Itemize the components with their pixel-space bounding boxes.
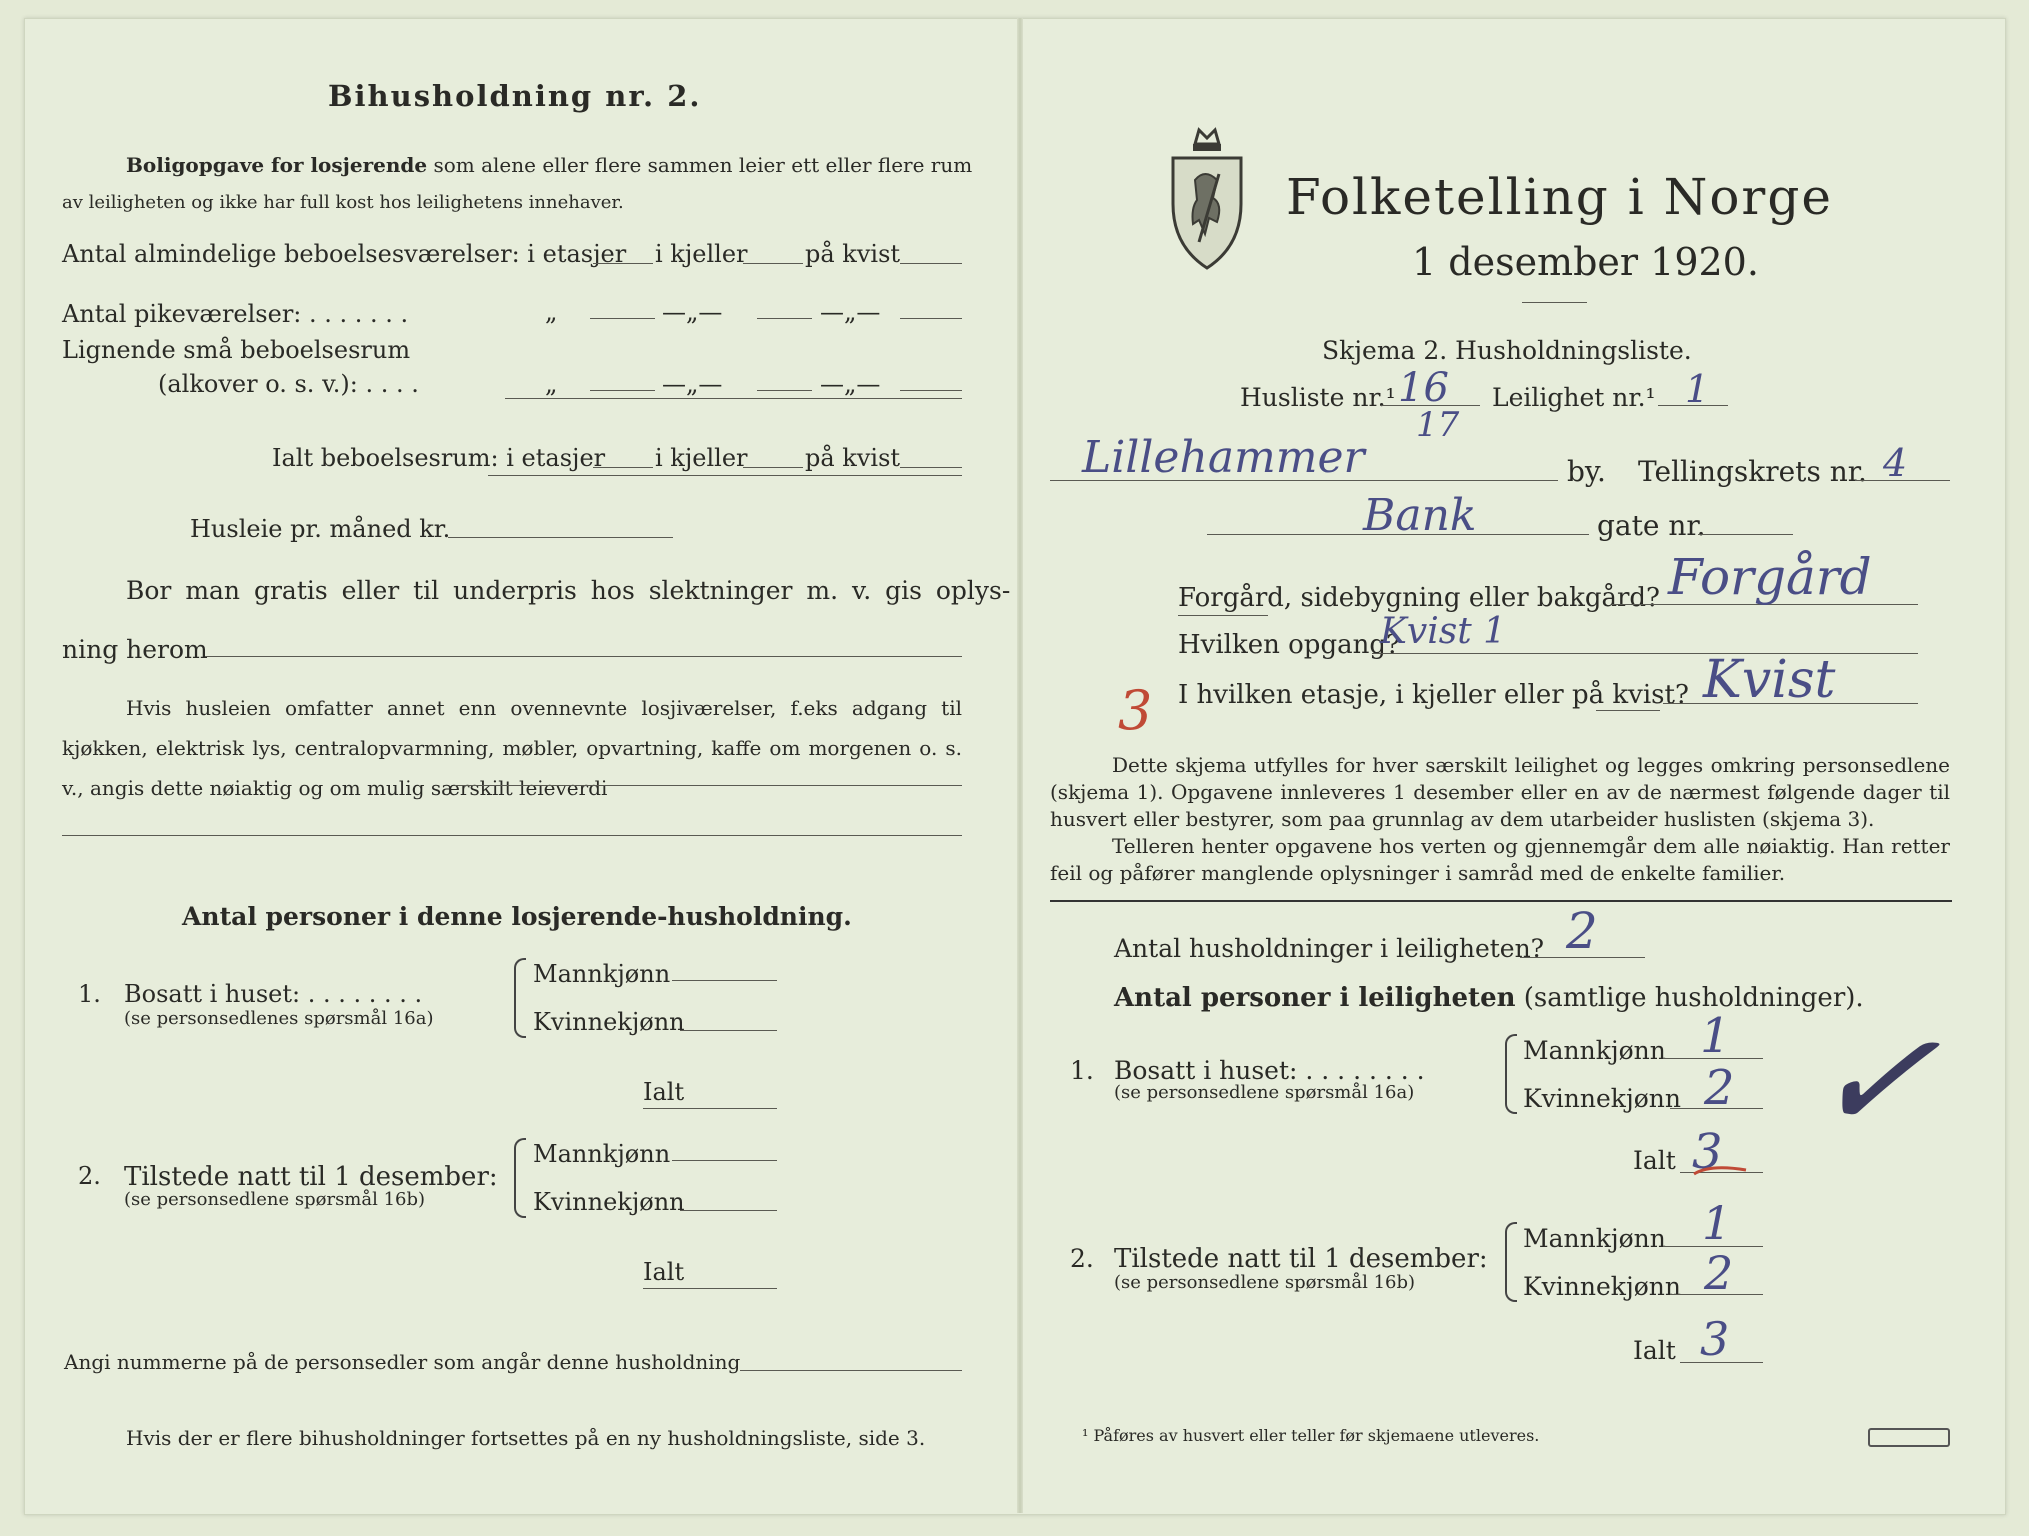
left-q2-kvinne-field[interactable] <box>680 1210 777 1211</box>
instructions-rule <box>1050 900 1952 902</box>
ialt-rooms-label: Ialt beboelsesrum: i etasjer <box>272 444 606 472</box>
left-page-title: Bihusholdning nr. 2. <box>328 79 702 113</box>
right-q1-ialt-label: Ialt <box>1633 1146 1676 1175</box>
left-q2-brace <box>514 1138 526 1218</box>
right-q2-kvinne-value: 2 <box>1704 1246 1734 1300</box>
left-footer: Hvis der er flere bihusholdninger fortsettes på en ny husholdningsliste, side 3. <box>126 1426 926 1450</box>
angi-field[interactable] <box>740 1370 962 1371</box>
check-mark: ✓ <box>1803 986 1947 1174</box>
pike-dash-2: —„— <box>820 298 881 326</box>
alkover-comma: „ <box>545 370 558 398</box>
title-rule <box>1522 302 1587 303</box>
pike-kvist-field[interactable] <box>900 318 962 319</box>
etasje-value: Kvist <box>1703 650 1836 710</box>
ialt-kvist-field[interactable] <box>900 467 962 468</box>
gratis-line-2: ning herom <box>62 635 208 664</box>
opgang-field[interactable] <box>1372 653 1918 654</box>
alkover-kjeller-field[interactable] <box>757 390 812 391</box>
right-q2-label: Tilstede natt til 1 desember: <box>1114 1244 1488 1274</box>
ialt-kjeller-label: i kjeller <box>655 444 748 472</box>
left-q2-ialt-label: Ialt <box>643 1258 685 1286</box>
pike-dash-1: —„— <box>662 298 723 326</box>
hvis-paragraph: Hvis husleien omfatter annet enn ovennevnte losjiværelser, f.eks adgang til kjøkken, elektrisk lys, centralopvarmning, møbler, opvartning, kaffe om morgenen o. s. v., angis dette nøiaktig og om mulig særskilt leieverdi <box>62 696 962 800</box>
right-q2-mann-label: Mannkjønn <box>1523 1224 1666 1253</box>
right-q1-ialt-value: 3 <box>1692 1124 1723 1180</box>
husliste-correction: 17 <box>1416 405 1460 445</box>
left-q1-label: Bosatt i huset: . . . . . . . . <box>124 980 423 1008</box>
angi-label: Angi nummerne på de personsedler som angår denne husholdning <box>64 1350 741 1374</box>
husholdninger-label: Antal husholdninger i leiligheten? <box>1114 934 1545 963</box>
rooms-kvist-field[interactable] <box>900 263 962 264</box>
rooms-etasjer-field[interactable] <box>593 263 653 264</box>
left-q1-mann-field[interactable] <box>672 980 777 981</box>
alkover-label: (alkover o. s. v.): . . . . <box>158 370 419 398</box>
census-date: 1 desember 1920. <box>1412 240 1759 284</box>
right-q1-mann-value: 1 <box>1700 1008 1731 1064</box>
pike-comma: „ <box>545 298 558 326</box>
left-q2-kvinne-label: Kvinnekjønn <box>533 1188 685 1216</box>
right-q1-number: 1. <box>1070 1056 1094 1085</box>
instructions-1: Dette skjema utfylles for hver særskilt leilighet og legges omkring personsedlene (skjema 1). Opgavene innleveres 1 desember eller en av de nærmest følgende dager til husvert eller bestyrer, som paa grunnlag av dem utarbeider huslisten (skjema 3). <box>1050 753 1950 831</box>
schema-label: Skjema 2. Husholdningsliste. <box>1322 336 1692 365</box>
alkover-etasjer-field[interactable] <box>590 390 655 391</box>
pike-kjeller-field[interactable] <box>757 318 812 319</box>
printer-stamp <box>1868 1428 1950 1447</box>
footnote: ¹ Påføres av husvert eller teller før skjemaene utleveres. <box>1082 1426 1540 1445</box>
left-persons-heading: Antal personer i denne losjerende-husholdning. <box>182 902 852 931</box>
intro-rest: som alene eller flere sammen leier ett eller flere rum <box>433 153 973 177</box>
right-q1-mann-label: Mannkjønn <box>1523 1036 1666 1065</box>
ialt-rooms-double-rule <box>488 475 962 476</box>
leieverdi-field[interactable] <box>455 785 962 786</box>
gratis-field[interactable] <box>205 656 962 657</box>
right-q2-sub: (se personsedlene spørsmål 16b) <box>1114 1272 1416 1293</box>
gratis-line-1: Bor man gratis eller til underpris hos slektninger m. v. gis oplys- <box>126 576 1011 605</box>
rooms-kjeller-field[interactable] <box>743 263 803 264</box>
right-q2-brace <box>1505 1222 1517 1302</box>
alkover-dash-1: —„— <box>662 370 723 398</box>
right-q1-sub: (se personsedlene spørsmål 16a) <box>1114 1082 1415 1103</box>
rooms-label: Antal almindelige beboelsesværelser: i etasjer <box>62 240 627 268</box>
right-q2-ialt-label: Ialt <box>1633 1336 1676 1365</box>
husliste-value: 16 <box>1398 365 1449 411</box>
small-rooms-label: Lignende små beboelsesrum <box>62 336 411 364</box>
left-q1-brace <box>514 958 526 1038</box>
leilighet-value: 1 <box>1685 367 1710 411</box>
krets-label: Tellingskrets nr. <box>1638 455 1867 488</box>
ialt-kvist-label: på kvist <box>805 444 901 472</box>
gate-label: gate nr. <box>1597 509 1706 542</box>
right-persons-heading <box>1114 985 1864 1011</box>
right-q2-number: 2. <box>1070 1244 1094 1273</box>
husliste-label: Husliste nr.¹ <box>1240 383 1396 412</box>
left-q1-mann-label: Mannkjønn <box>533 960 671 988</box>
alkover-underline <box>505 398 962 399</box>
etasje-mark: 3 <box>1118 679 1153 742</box>
leieverdi-field-2[interactable] <box>62 835 962 836</box>
left-q2-sub: (se personsedlene spørsmål 16b) <box>124 1189 426 1210</box>
red-underline-mark <box>1690 1158 1750 1182</box>
intro-line-2: av leiligheten og ikke har full kost hos leilighetens innehaver. <box>62 192 624 213</box>
husleie-label: Husleie pr. måned kr. <box>190 515 451 543</box>
right-q1-kvinne-value: 2 <box>1704 1060 1735 1116</box>
right-q2-ialt-value: 3 <box>1700 1312 1730 1366</box>
instructions-2: Telleren henter opgavene hos verten og gjennemgår dem alle nøiaktig. Han retter feil og påfører manglende oplysninger i samråd med de enkelte familier. <box>1050 834 1950 885</box>
page-fold <box>1017 18 1023 1513</box>
forgard-label: Forgård, sidebygning eller bakgård? <box>1178 583 1660 613</box>
alkover-kvist-field[interactable] <box>900 390 962 391</box>
left-q1-number: 1. <box>78 980 101 1008</box>
opgang-label: Hvilken opgang? <box>1178 630 1400 660</box>
left-q1-ialt-label: Ialt <box>643 1078 685 1106</box>
ialt-kjeller-field[interactable] <box>743 467 803 468</box>
rooms-kvist-label: på kvist <box>805 240 901 268</box>
left-q1-sub: (se personsedlenes spørsmål 16a) <box>124 1008 434 1029</box>
right-q1-kvinne-label: Kvinnekjønn <box>1523 1084 1681 1113</box>
opgang-value: Kvist 1 <box>1380 611 1507 652</box>
left-q2-number: 2. <box>78 1162 101 1190</box>
pike-label: Antal pikeværelser: . . . . . . . <box>62 300 409 328</box>
by-label: by. <box>1567 455 1606 488</box>
right-persons-heading-bold: Antal personer i leiligheten <box>1114 983 1516 1013</box>
krets-value: 4 <box>1883 441 1908 485</box>
kvist-underline <box>1596 710 1660 711</box>
ialt-etasjer-field[interactable] <box>593 467 653 468</box>
intro-bold: Boligopgave for losjerende <box>126 153 428 177</box>
left-q1-kvinne-label: Kvinnekjønn <box>533 1008 685 1036</box>
etasje-label: I hvilken etasje, i kjeller eller på kvist? <box>1178 680 1689 710</box>
pike-etasjer-field[interactable] <box>590 318 655 319</box>
city-value: Lillehammer <box>1082 432 1365 483</box>
right-page-title: Folketelling i Norge <box>1286 168 1833 226</box>
intro-line-1 <box>126 155 972 175</box>
right-q1-brace <box>1505 1034 1517 1114</box>
rooms-kjeller-label: i kjeller <box>655 240 748 268</box>
norwegian-coat-of-arms-icon <box>1165 124 1249 272</box>
forgard-underline <box>1178 615 1268 616</box>
left-q1-ialt-field[interactable] <box>643 1108 777 1109</box>
right-q1-label: Bosatt i huset: . . . . . . . . <box>1114 1056 1425 1085</box>
husholdninger-value: 2 <box>1566 902 1598 960</box>
alkover-dash-2: —„— <box>820 370 881 398</box>
left-q1-kvinne-field[interactable] <box>680 1030 777 1031</box>
left-q2-mann-field[interactable] <box>672 1160 777 1161</box>
leilighet-label: Leilighet nr.¹ <box>1492 383 1656 412</box>
right-persons-heading-rest: (samtlige husholdninger). <box>1523 983 1864 1013</box>
left-q2-label: Tilstede natt til 1 desember: <box>124 1162 498 1192</box>
right-q2-mann-value: 1 <box>1702 1196 1732 1250</box>
left-q2-ialt-field[interactable] <box>643 1288 777 1289</box>
forgard-value: Forgård <box>1668 548 1872 606</box>
gate-nr-field[interactable] <box>1698 534 1793 535</box>
right-q2-kvinne-label: Kvinnekjønn <box>1523 1272 1681 1301</box>
husleie-field[interactable] <box>448 537 673 538</box>
street-value: Bank <box>1363 490 1477 541</box>
left-q2-mann-label: Mannkjønn <box>533 1140 671 1168</box>
